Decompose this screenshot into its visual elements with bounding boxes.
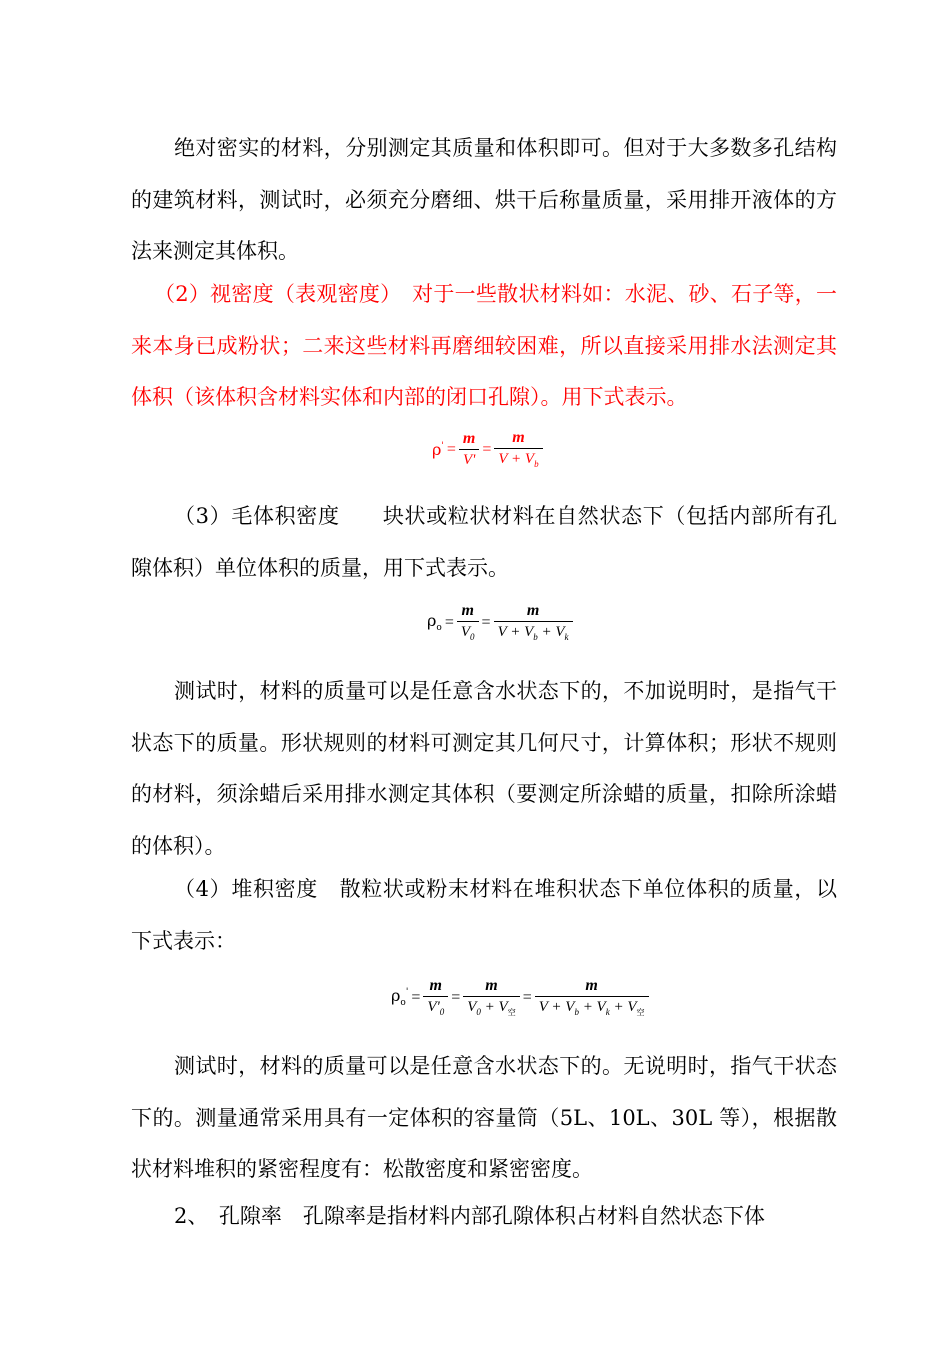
formula-rho: ρ' — [432, 440, 444, 459]
formula-bulk-volume-density: $\rho_o$ = $\frac{m}{V_0}$ = $\frac{m}{V + V_b + V_k}$ — [427, 603, 573, 642]
fraction: $\frac{m}{V'_0}$ — [423, 978, 448, 1017]
formula-stacking-density: $\rho_o'$ = $\frac{m}{V'_0}$ = $\frac{m}{V_0 + V_空}$ = $\frac{m}{V + V_b + V_k + V_空}$ — [391, 978, 649, 1017]
paragraph-stacking-density: （4）堆积密度 散粒状或粉末材料在堆积状态下单位体积的质量，以下式表示： — [131, 877, 837, 953]
paragraph-bulk-volume-density: （3）毛体积密度 块状或粒状材料在自然状态下（包括内部所有孔隙体积）单位体积的质量，用下式表示。 — [131, 504, 837, 580]
fraction: $\frac{m}{V_0}$ — [457, 603, 479, 642]
formula-rho: $\rho_o'$ — [391, 986, 409, 1009]
fraction: $\frac{m}{V'}$ — [459, 431, 479, 468]
paragraph-absolute-density: 绝对密实的材料，分别测定其质量和体积即可。但对于大多数多孔结构的建筑材料，测试时，必须充分磨细、烘干后称量质量，采用排开液体的方法来测定其体积。 — [131, 136, 837, 263]
fraction: $\frac{m}{V + V_b + V_k + V_空}$ — [535, 978, 649, 1017]
formula-rho: $\rho_o$ — [427, 611, 442, 634]
paragraph-porosity: 2、 孔隙率 孔隙率是指材料内部孔隙体积占材料自然状态下体 — [174, 1204, 765, 1228]
fraction: $\frac{m}{V_0 + V_空}$ — [463, 978, 519, 1017]
fraction: $\frac{m}{V + V_b}$ — [494, 430, 542, 469]
formula-apparent-density: ρ' = $\frac{m}{V'}$ = $\frac{m}{V + V_b}$ — [432, 430, 543, 469]
paragraph-stacking-testing-notes: 测试时，材料的质量可以是任意含水状态下的。无说明时，指气干状态下的。测量通常采用具有一定体积的容量筒（5L、10L、30L 等），根据散状材料堆积的紧密程度有：松散密度和紧密密度。 — [131, 1054, 837, 1181]
paragraph-apparent-density: （2）视密度（表观密度） 对于一些散状材料如：水泥、砂、石子等，一来本身已成粉状；二来这些材料再磨细较困难，所以直接采用排水法测定其体积（该体积含材料实体和内部的闭口孔隙）。用下式表示。 — [131, 282, 837, 409]
paragraph-testing-notes: 测试时，材料的质量可以是任意含水状态下的，不加说明时，是指气干状态下的质量。形状规则的材料可测定其几何尺寸，计算体积；形状不规则的材料，须涂蜡后采用排水测定其体积（要测定所涂蜡的质量，扣除所涂蜡的体积）。 — [131, 679, 837, 858]
fraction: $\frac{m}{V + V_b + V_k}$ — [494, 603, 573, 642]
